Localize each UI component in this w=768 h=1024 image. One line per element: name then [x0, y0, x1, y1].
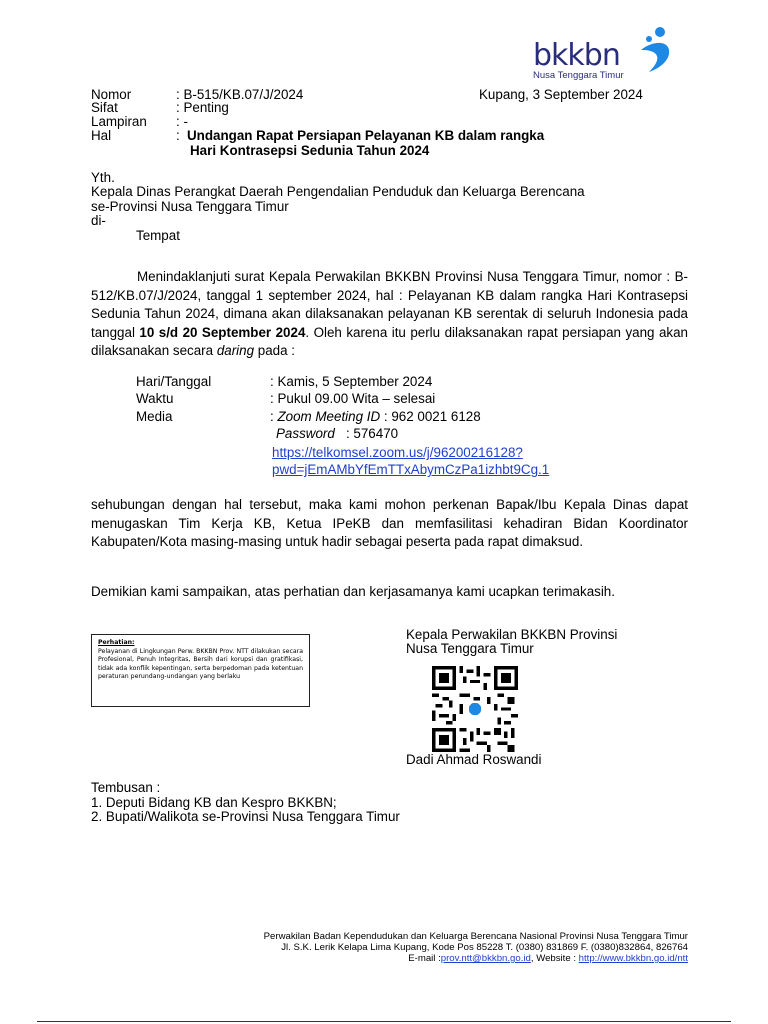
hal-subject-line2: Hari Kontrasepsi Sedunia Tahun 2024: [190, 143, 430, 158]
signature-title-1: Kepala Perwakilan BKKBN Provinsi: [406, 627, 618, 642]
media-colon: :: [270, 409, 278, 424]
p1-date-range: 10 s/d 20 September 2024: [139, 324, 306, 340]
p1-text-b: . Oleh karena itu perlu dilaksanakan rapat persiapan yang akan dilaksanakan secara: [91, 324, 688, 358]
nomor-value: : B-515/KB.07/J/2024: [176, 87, 304, 102]
body-paragraph-2: sehubungan dengan hal tersebut, maka kami mohon perkenan Bapak/Ibu Kepala Dinas dapat menugaskan Tim Kerja KB, Ketua IPeKB dan memfasilitasi kehadiran Bidan Koordinator Kabupaten/Kota masing-masing untuk hadir sebagai peserta pada rapat dimaksud.: [91, 497, 688, 549]
body-paragraph-1: [91, 268, 688, 361]
waktu-value: : Pukul 09.00 Wita – selesai: [270, 391, 436, 406]
waktu-label: Waktu: [136, 391, 174, 406]
footer-website-link[interactable]: http://www.bkkbn.go.id/ntt: [578, 953, 688, 964]
recipient-line2: se-Provinsi Nusa Tenggara Timur: [91, 199, 289, 214]
footer-website-label: , Website :: [530, 953, 579, 964]
signature-title-2: Nusa Tenggara Timur: [406, 641, 534, 656]
footer-email-label: E-mail :: [408, 953, 441, 964]
password-label: Password: [276, 426, 335, 441]
hal-colon: :: [176, 128, 180, 143]
sifat-value: : Penting: [176, 100, 229, 115]
hal-label: Hal: [91, 128, 112, 143]
sifat-label: Sifat: [91, 100, 118, 115]
nomor-label: Nomor: [91, 87, 132, 102]
tembusan-item: 2. Bupati/Walikota se-Provinsi Nusa Tenggara Timur: [91, 809, 400, 824]
recipient-tempat: Tempat: [136, 228, 180, 243]
logo-text: bkkbn: [533, 38, 620, 73]
body-paragraph-3: Demikian kami sampaikan, atas perhatian dan kerjasamanya kami ucapkan terimakasih.: [91, 584, 615, 599]
bkkbn-logo: [533, 28, 693, 84]
qr-code-signature-icon: [432, 666, 518, 752]
p1-daring: daring: [216, 343, 255, 358]
footer-contact: [408, 953, 688, 964]
yth: Yth.: [91, 170, 115, 185]
media-value: [270, 409, 481, 424]
recipient-di: di-: [91, 213, 106, 228]
recipient-line1: Kepala Dinas Perangkat Daerah Pengendalian Penduduk dan Keluarga Berencana: [91, 184, 585, 199]
hal-subject-line1: Undangan Rapat Persiapan Pelayanan KB dalam rangka: [187, 128, 545, 143]
zoom-meeting-id: : 962 0021 6128: [380, 409, 481, 424]
password-row: [276, 426, 398, 441]
p1-text-a: Menindaklanjuti surat Kepala Perwakilan BKKBN Provinsi Nusa Tenggara Timur, nomor : B-512/KB.07/J/2024, tanggal 1 september 2024, hal : Pelayanan KB dalam rangka Hari Kontrasepsi Sedunia Tahun 2024, dimana akan dilaksanakan pelayanan KB serentak di seluruh Indonesia pada tanggal: [91, 269, 688, 340]
logo-subtitle: Nusa Tenggara Timur: [533, 70, 624, 81]
tembusan-label: Tembusan :: [91, 780, 161, 795]
media-label: Media: [136, 409, 173, 424]
integrity-notice-box: [91, 634, 310, 707]
place-date: Kupang, 3 September 2024: [479, 87, 643, 102]
footer-line-2: Jl. S.K. Lerik Kelapa Lima Kupang, Kode Pos 85228 T. (0380) 831869 F. (0380)832864, 826764: [281, 942, 688, 953]
notice-text: Pelayanan di Lingkungan Perw. BKKBN Prov. NTT dilakukan secara Profesional, Penuh Integritas, Bersih dari korupsi dan gratifikasi, tidak ada konflik kepentingan, serta berpedoman pada ketentuan peraturan perundang-undangan yang berlaku: [98, 647, 303, 681]
zoom-link-line1: https://telkomsel.zoom.us/j/96200216128?: [272, 445, 523, 460]
hari-value: : Kamis, 5 September 2024: [270, 374, 433, 389]
footer-email-link[interactable]: prov.ntt@bkkbn.go.id: [440, 953, 531, 964]
footer-line-1: Perwakilan Badan Kependudukan dan Keluarga Berencana Nasional Provinsi Nusa Tenggara Timur: [263, 931, 688, 942]
signer-name: Dadi Ahmad Roswandi: [406, 752, 542, 767]
notice-title: Perhatian:: [98, 639, 135, 646]
hari-label: Hari/Tanggal: [136, 374, 212, 389]
zoom-link[interactable]: [272, 444, 549, 478]
page-bottom-rule: [37, 1021, 731, 1022]
bkkbn-logo-mark-icon: [619, 26, 679, 76]
lampiran-label: Lampiran: [91, 114, 147, 129]
lampiran-value: : -: [176, 114, 188, 129]
tembusan-item: 1. Deputi Bidang KB dan Kespro BKKBN;: [91, 795, 337, 810]
p1-text-c: pada :: [254, 343, 295, 358]
zoom-meeting-label: Zoom Meeting ID: [277, 409, 381, 424]
password-value: : 576470: [334, 426, 399, 441]
zoom-link-line2: pwd=jEmAMbYfEmTTxAbymCzPa1izhbt9Cg.1: [272, 462, 550, 477]
